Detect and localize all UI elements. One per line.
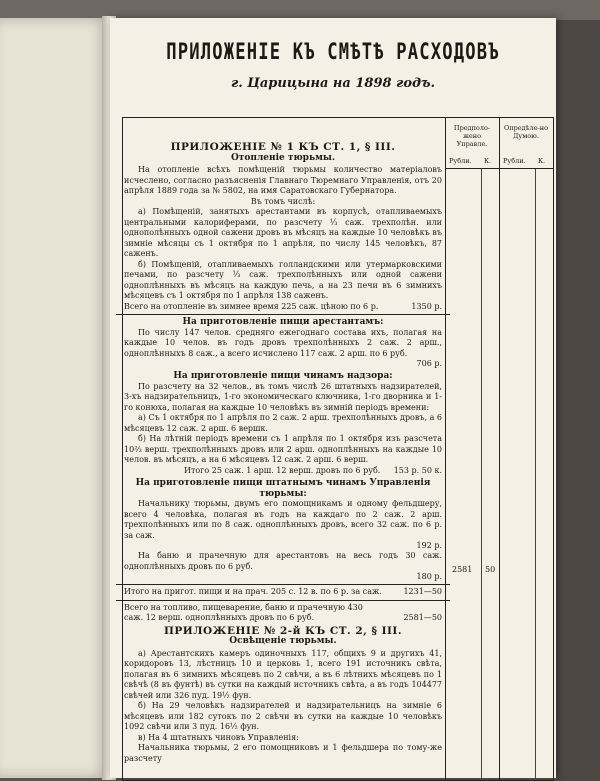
paragraph: б) Помѣщеній, отапливаемыхъ голландскими или утермарковскими печами, по разсчету ⅓ саж. трехполѣнныхъ или одной сажени одноплѣнныхъ въ мѣсяцъ на каждую печь, а на 23 печи въ 6 зимнихъ мѣсяцевъ съ 1 октября по 1 апрѣля 138 саженъ.	[124, 259, 442, 300]
total-value: 1231—50	[403, 587, 442, 596]
paragraph: На баню и прачечную для арестантовъ на весь годъ 30 саж. одноплѣнныхъ дровъ по 6 руб.	[124, 551, 442, 571]
total-value: 153 р. 50 к.	[393, 465, 442, 475]
section-subtitle: Отопленіе тюрьмы.	[230, 152, 336, 163]
kop-divider	[535, 168, 536, 780]
page-title: ПРИЛОЖЕНІЕ КЪ СМѢТѢ РАСХОДОВЪ	[166, 40, 500, 65]
kop-divider	[481, 168, 482, 780]
page-subtitle: г. Царицына на 1898 годъ.	[230, 76, 436, 91]
column-divider	[499, 118, 500, 780]
rub-label: Рубли.	[449, 157, 472, 165]
total-row	[124, 587, 442, 598]
section-title: ПРИЛОЖЕНІЕ № 1 КЪ СТ. 1, § III.	[170, 141, 396, 153]
total-label: Итого на пригот. пищи и на прач. 205 с. 12 в. по 6 р. за саж.	[124, 587, 382, 596]
paragraph: а) Помѣщеній, занятыхъ арестантами въ корпусѣ, отапливаемыхъ центральными калориферами, по разсчету ⅓ саж. трехполѣн. или однополѣнныхъ одной сажени дровъ въ мѣсяцъ на каждые 10 человѣкъ въ зимніе мѣсяцы съ 1 октября по 1 апрѣля, по числу 145 человѣкъ, 87 саженъ.	[124, 207, 442, 258]
total-row	[124, 466, 442, 477]
paragraph: На отопленіе всѣхъ помѣщеній тюрьмы количество матеріаловъ исчеслено, согласно разъясненія Главнаго Тюремнаго Управленія, отъ 20 апрѣля 1889 года за № 5802, на имя Саратовскаго Губернатора.	[124, 165, 442, 195]
column-header-approved: Опредѣле-но Думою.	[503, 124, 548, 140]
value-row	[124, 572, 442, 582]
divider	[116, 314, 450, 315]
value-row	[124, 541, 442, 551]
amount-kop: 50	[485, 565, 496, 574]
value-row	[124, 359, 442, 369]
kop-label: К.	[538, 157, 546, 165]
paragraph: в) На 4 штатныхъ чиновъ Управленія:	[138, 732, 299, 742]
value: 192 р.	[416, 541, 442, 550]
subsection-heading: На приготовленіе пищи арестантамъ:	[182, 317, 384, 327]
column-divider	[445, 118, 446, 780]
value: 706 р.	[416, 359, 442, 368]
paragraph: По разсчету на 32 челов., въ томъ числѣ 26 штатныхъ надзирателей, 3-хъ надзирательницъ, 1-го экономическаго ключника, 1-го дворника и 1-го конюха, полагая на каждые 10 человѣкъ въ зимній періодъ времени:	[124, 381, 442, 412]
document-body	[124, 140, 442, 764]
value: 180 р.	[416, 572, 442, 581]
paragraph: По числу 147 челов. средняго ежегоднаго состава ихъ, полагая на каждые 10 челов. въ годъ дровъ трехполѣнныхъ 2 саж. 2 арш., одноплѣнныхъ 8 саж., а всего исчислено 117 саж. 2 арш. по 6 руб.	[124, 327, 442, 358]
subsection-heading: На приготовленіе пищи чинамъ надзора:	[173, 371, 393, 381]
paragraph: б) На лѣтній періодъ времени съ 1 апрѣля по 1 октября изъ разсчета 10⅔ верш. трехполѣнныхъ дровъ или 2 арш. одноплѣнныхъ на каждые 10 челов. въ мѣсяцъ, а на 6 мѣсяцевъ 12 саж. 2 арш. 6 верш.	[124, 434, 442, 464]
grand-total-label: Всего на топливо, пищеварение, баню и прачечную 430 саж. 12 верш. одноплѣнныхъ дровъ по 6 руб.	[124, 602, 363, 622]
paragraph: Начальнику тюрьмы, двумъ его помощникамъ и одному фельдшеру, всего 4 человѣка, полагая въ годъ на каждаго по 2 саж. 2 арш. трехполѣнныхъ или по 8 саж. одноплѣнныхъ дровъ, всего 32 саж. по 6 р. за саж.	[124, 499, 442, 540]
background-right	[556, 20, 600, 781]
paragraph: а) Арестантскихъ камеръ одиночныхъ 117, общихъ 9 и другихъ 41, коридоровъ 13, лѣстницъ 10 и церковь 1, всего 191 источникъ свѣта, полагая въ 6 зимнихъ мѣсяцевъ по 2 свѣчи, а въ 6 лѣтнихъ мѣсяцевъ по 1 свѣчѣ (8 въ фунтѣ) въ сутки на каждый источникъ свѣта, а въ годъ 104477 свѣчей или 326 пуд. 19½ фун.	[124, 648, 442, 700]
paragraph: Въ томъ числѣ:	[250, 196, 316, 206]
grand-total-value: 2581—50	[403, 613, 442, 622]
total-label: Итого 25 саж. 1 арш. 12 верш. дровъ по 6 руб.	[184, 465, 381, 475]
amount-rub: 2581	[452, 565, 473, 574]
paragraph: а) Съ 1 октября по 1 апрѣля по 2 саж. 2 арш. трехполѣнныхъ дровъ, а 6 мѣсяцевъ 12 саж. 2 арш. 6 вершк.	[124, 413, 442, 433]
section-subtitle: Освѣщеніе тюрьмы.	[229, 636, 337, 646]
rub-label: Рубли.	[503, 157, 526, 165]
grand-total-row	[124, 603, 442, 624]
total-value: 1350 р.	[411, 301, 442, 311]
total-label: Всего на отопленіе въ зимнее время 225 саж. цѣною по 6 р.	[124, 301, 379, 311]
subsection-heading: На приготовленіе пищи штатнымъ чинамъ Управленія тюрьмы:	[135, 478, 431, 499]
document-page	[110, 18, 556, 778]
divider	[116, 584, 450, 585]
section-title: ПРИЛОЖЕНІЕ № 2-й КЪ СТ. 2, § III.	[164, 624, 402, 637]
left-page	[0, 18, 110, 778]
header-separator	[445, 168, 553, 169]
divider	[116, 600, 450, 601]
paragraph: б) На 29 человѣкъ надзирателей и надзирательницъ на зимніе 6 мѣсяцевъ или 182 сутокъ по 2 свѣчи въ сутки на каждые 10 человѣкъ 1092 свѣчи или 3 пуд. 16½ фун.	[124, 701, 442, 731]
total-row	[124, 302, 442, 313]
paragraph: Начальника тюрьмы, 2 его помощниковъ и 1 фельдшера по тому-же разсчету	[124, 743, 442, 763]
column-header-proposed: Предполо-жено Управле.	[453, 124, 491, 148]
kop-label: К.	[484, 157, 492, 165]
